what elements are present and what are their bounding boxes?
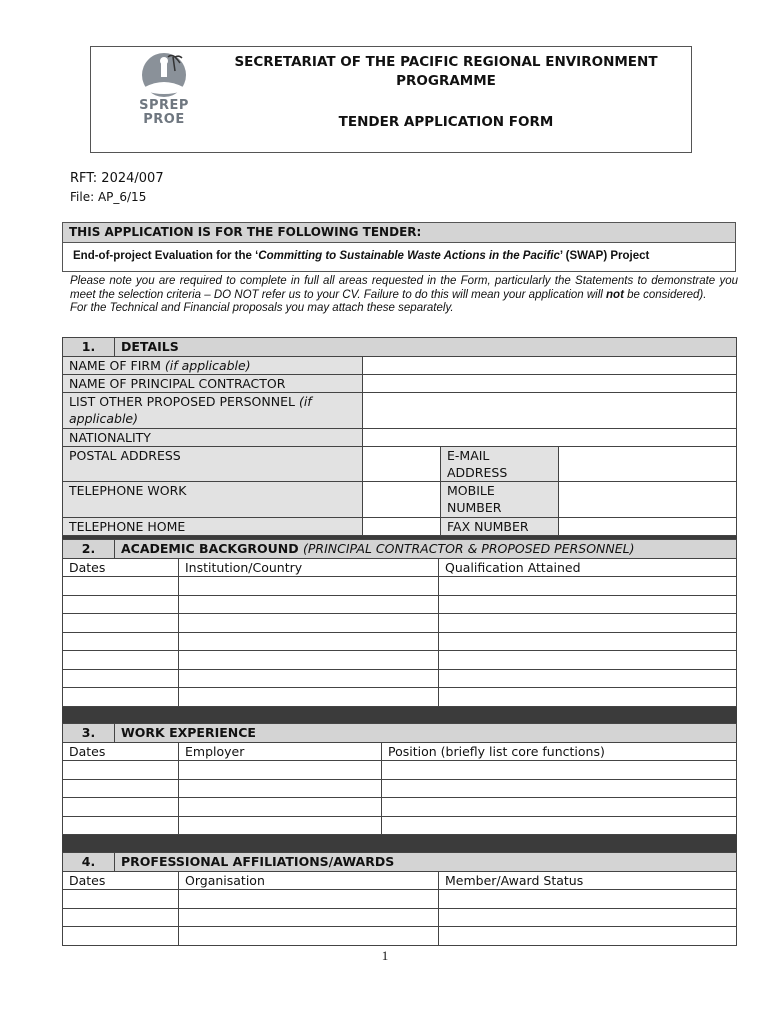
academic-entry-row [63,614,737,633]
separator-cell [63,835,737,854]
personnel-label [63,393,363,429]
col-organisation: Organisation [179,872,439,890]
form-title: TENDER APPLICATION FORM [338,114,554,130]
qualification-field[interactable] [439,688,737,707]
section-title-text: ACADEMIC BACKGROUND [121,541,303,556]
work-entry-row [63,779,737,798]
organisation-field[interactable] [179,890,439,909]
status-field[interactable] [439,908,737,927]
dates-field[interactable] [63,927,179,946]
nationality-label: NATIONALITY [63,429,363,447]
employer-field[interactable] [179,816,382,835]
col-qualification: Qualification Attained [439,559,737,577]
col-dates: Dates [63,743,179,761]
affiliation-entry-row [63,890,737,909]
dates-field[interactable] [63,651,179,670]
tender-name [63,243,735,262]
separator-bar [63,835,737,854]
page-number: 1 [381,948,389,963]
section-title: DETAILS [115,338,737,357]
col-institution: Institution/Country [179,559,439,577]
dates-field[interactable] [63,779,179,798]
tender-heading: THIS APPLICATION IS FOR THE FOLLOWING TENDER: [63,223,735,243]
institution-field[interactable] [179,614,439,633]
firm-label-text: NAME OF FIRM [69,358,165,373]
position-field[interactable] [382,761,737,780]
institution-field[interactable] [179,669,439,688]
status-field[interactable] [439,890,737,909]
nationality-field[interactable] [363,429,737,447]
logo-text-line1: SPREP [139,98,189,113]
institution-field[interactable] [179,577,439,596]
note-bold: not [606,288,624,301]
work-entry-row [63,816,737,835]
tel-work-label: TELEPHONE WORK [63,482,363,518]
position-field[interactable] [382,779,737,798]
col-dates: Dates [63,559,179,577]
fax-field[interactable] [559,518,737,536]
island-logo-icon [135,51,193,99]
academic-entry-row [63,577,737,596]
dates-field[interactable] [63,761,179,780]
employer-field[interactable] [179,761,382,780]
file-number: File: AP_6/15 [70,190,147,204]
academic-entry-row [63,632,737,651]
section-number: 4. [63,853,115,872]
details-header-row [63,338,737,357]
dates-field[interactable] [63,669,179,688]
instructions-note [70,275,738,316]
affiliation-entry-row [63,908,737,927]
logo-text-line2: PROE [143,112,185,127]
section-number: 2. [63,540,115,559]
tel-home-label: TELEPHONE HOME [63,518,363,536]
org-title [221,53,671,91]
personnel-label-sub: (if applicable) [69,394,312,426]
section-title: PROFESSIONAL AFFILIATIONS/AWARDS [115,853,737,872]
note-paragraph-2: For the Technical and Financial proposals you may attach these separately. [70,302,454,314]
firm-field[interactable] [363,357,737,375]
academic-entry-row [63,595,737,614]
header-box [90,46,692,153]
work-entry-row [63,798,737,817]
sprep-logo [135,51,193,131]
note-text: Please note you are required to complete in full all areas requested in the Form, particularly the Statements to demonstrate you meet the selection criteria – DO NOT refer us to your CV. Failure to do this will mean your application will [70,275,738,301]
status-field[interactable] [439,927,737,946]
organisation-field[interactable] [179,927,439,946]
mobile-field[interactable] [559,482,737,518]
dates-field[interactable] [63,890,179,909]
institution-field[interactable] [179,688,439,707]
tel-work-row [63,482,737,518]
employer-field[interactable] [179,779,382,798]
logo-text [135,99,193,127]
email-field[interactable] [559,447,737,482]
qualification-field[interactable] [439,632,737,651]
fax-label: FAX NUMBER [441,518,559,536]
affiliations-header-row [63,853,737,872]
qualification-field[interactable] [439,577,737,596]
qualification-field[interactable] [439,669,737,688]
section-subtitle: (PRINCIPAL CONTRACTOR & PROPOSED PERSONNEL) [302,541,635,556]
tender-name-italic: Committing to Sustainable Waste Actions in the Pacific [258,250,560,262]
note-text-end: be considered). [623,288,707,301]
qualification-field[interactable] [439,651,737,670]
organisation-field[interactable] [179,908,439,927]
institution-field[interactable] [179,595,439,614]
email-label: E-MAIL ADDRESS [441,447,559,482]
academic-entry-row [63,651,737,670]
qualification-field[interactable] [439,614,737,633]
section-number: 1. [63,338,115,357]
col-status: Member/Award Status [439,872,737,890]
tel-home-row [63,518,737,536]
org-title-line1: SECRETARIAT OF THE PACIFIC REGIONAL ENVIRONMENT [234,54,658,70]
dates-field[interactable] [63,798,179,817]
col-employer: Employer [179,743,382,761]
tel-home-field[interactable] [363,518,441,536]
rft-number: RFT: 2024/007 [70,171,164,186]
postal-field[interactable] [363,447,441,482]
tender-name-post: ’ (SWAP) Project [559,250,650,262]
section-title [115,540,737,559]
nationality-row [63,429,737,447]
affiliation-entry-row [63,927,737,946]
col-dates: Dates [63,872,179,890]
dates-field[interactable] [63,595,179,614]
position-field[interactable] [382,798,737,817]
personnel-row [63,393,737,429]
principal-label: NAME OF PRINCIPAL CONTRACTOR [63,375,363,393]
note-paragraph-1 [70,275,738,302]
academic-col-headers [63,559,737,577]
postal-row [63,447,737,482]
work-table [62,723,737,854]
dates-field[interactable] [63,688,179,707]
dates-field[interactable] [63,908,179,927]
firm-label [63,357,363,375]
postal-label: POSTAL ADDRESS [63,447,363,482]
col-position: Position (briefly list core functions) [382,743,737,761]
dates-field[interactable] [63,577,179,596]
tender-name-pre: End-of-project Evaluation for the ‘ [73,250,259,262]
affiliations-col-headers [63,872,737,890]
academic-header-row [63,540,737,559]
dates-field[interactable] [63,816,179,835]
academic-table [62,539,737,726]
principal-field[interactable] [363,375,737,393]
firm-label-sub: (if applicable) [164,358,251,373]
institution-field[interactable] [179,632,439,651]
position-field[interactable] [382,816,737,835]
section-number: 3. [63,724,115,743]
details-table [62,337,737,555]
personnel-label-text: LIST OTHER PROPOSED PERSONNEL [69,394,299,409]
firm-row [63,357,737,375]
qualification-field[interactable] [439,595,737,614]
affiliations-table [62,852,737,946]
employer-field[interactable] [179,798,382,817]
tender-box [62,222,736,272]
dates-field[interactable] [63,632,179,651]
work-entry-row [63,761,737,780]
academic-entry-row [63,688,737,707]
org-title-line2: PROGRAMME [396,73,496,89]
dates-field[interactable] [63,614,179,633]
tel-work-field[interactable] [363,482,441,518]
section-title: WORK EXPERIENCE [115,724,737,743]
work-header-row [63,724,737,743]
academic-entry-row [63,669,737,688]
mobile-label: MOBILE NUMBER [441,482,559,518]
personnel-field[interactable] [363,393,737,429]
institution-field[interactable] [179,651,439,670]
principal-row [63,375,737,393]
work-col-headers [63,743,737,761]
